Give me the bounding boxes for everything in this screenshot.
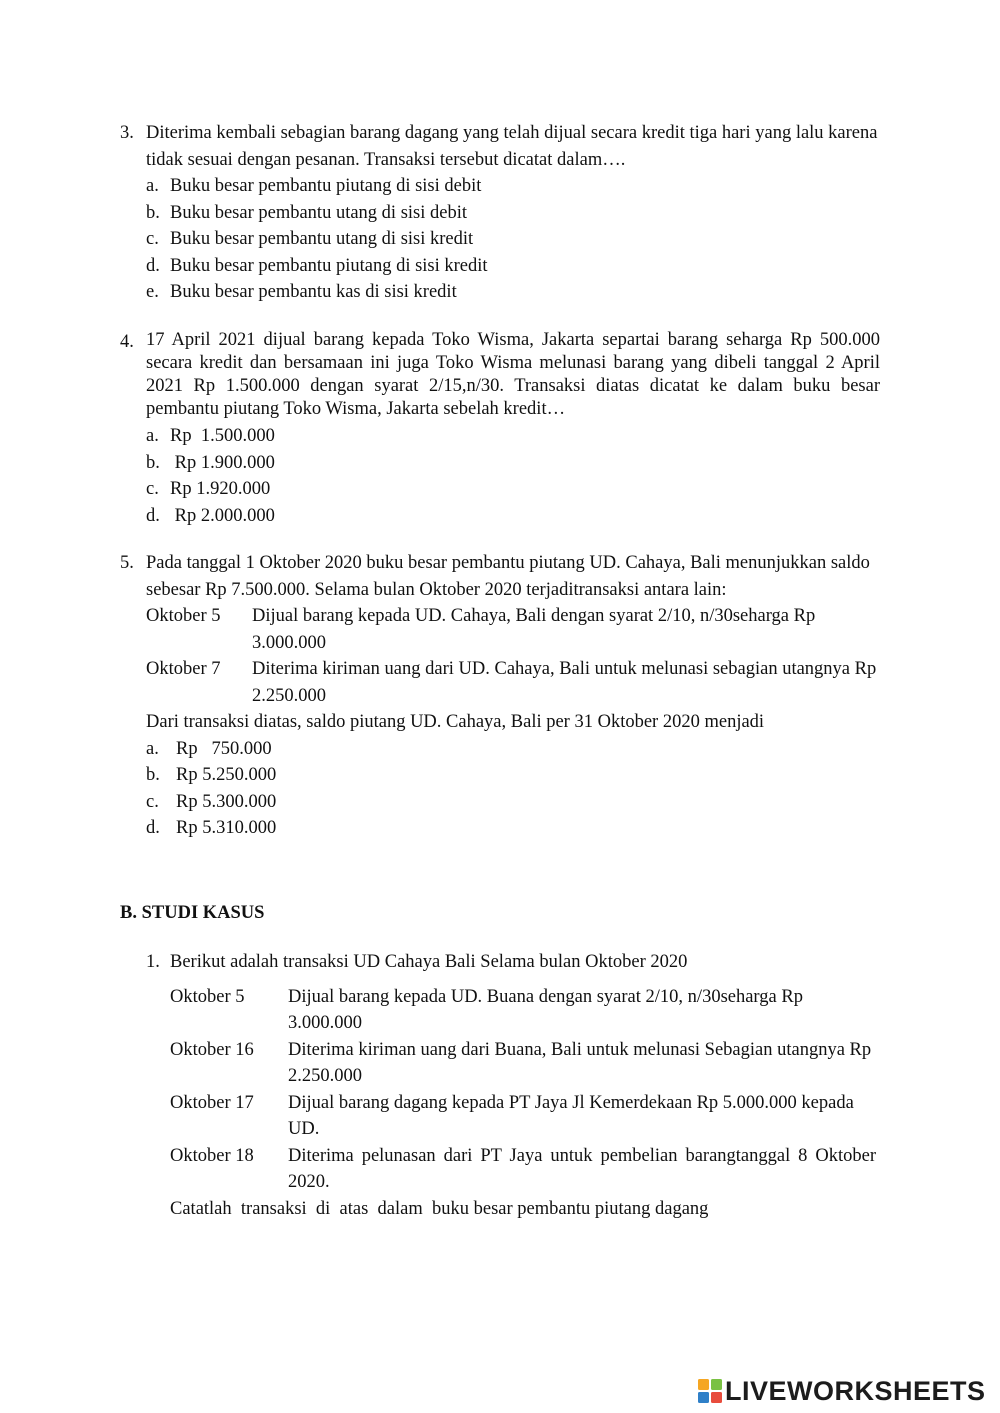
option-a[interactable]: a. Rp 750.000 (146, 738, 272, 759)
question-prompt: Dari transaksi diatas, saldo piutang UD. Cahaya, Bali per 31 Oktober 2020 menjadi (146, 712, 765, 732)
option-b[interactable]: b. Rp 1.900.000 (146, 452, 275, 473)
question-text: Pada tanggal 1 Oktober 2020 buku besar pembantu piutang UD. Cahaya, Bali menunjukkan saldo sebesar Rp 7.500.000. Selama bulan Oktober 2020 terjaditransaksi antara lain: (146, 553, 870, 600)
question-number: 3. (120, 123, 134, 143)
logo-square-2 (711, 1379, 722, 1390)
logo-square-1 (698, 1379, 709, 1390)
option-a[interactable]: a. Buku besar pembantu piutang di sisi debit (146, 176, 482, 196)
transaction-row: Oktober 5 Dijual barang kepada UD. Buana dengan syarat 2/10, n/30seharga Rp 3.000.000 (170, 986, 803, 1033)
case-instruction: Catatlah transaksi di atas dalam buku besar pembantu piutang dagang (170, 1198, 709, 1219)
transaction-list (146, 603, 880, 736)
option-c[interactable]: c. Buku besar pembantu utang di sisi kredit (146, 229, 474, 249)
question-5 (120, 550, 880, 842)
question-text: 17 April 2021 dijual barang kepada Toko Wisma, Jakarta separtai barang seharga Rp 500.000 secara kredit dan bersamaan ini juga Toko Wisma melunasi barang yang dibeli tanggal 2 April 2021 Rp 1.500.000 dengan syarat 2/15,n/30. Transaksi diatas dicatat ke dalam buku besar pembantu piutang Toko Wisma, Jakarta sebelah kredit… (146, 330, 880, 419)
option-d[interactable]: d. Buku besar pembantu piutang di sisi kredit (146, 255, 488, 276)
case-number: 1. (146, 952, 160, 972)
transaction-row: Oktober 18 Diterima pelunasan dari PT Jaya untuk pembelian barangtanggal 8 Oktober 2020. (170, 1145, 876, 1192)
option-b[interactable]: b. Buku besar pembantu utang di sisi debit (146, 202, 467, 223)
logo-square-4 (711, 1392, 722, 1403)
option-b[interactable]: b. Rp 5.250.000 (146, 765, 277, 785)
option-d[interactable]: d. Rp 2.000.000 (146, 505, 275, 526)
option-c[interactable]: c. Rp 5.300.000 (146, 791, 277, 812)
option-a[interactable]: a. Rp 1.500.000 (146, 426, 275, 446)
option-list (146, 423, 880, 529)
logo-text: LIVEWORKSHEETS (725, 1376, 986, 1406)
option-c[interactable]: c. Rp 1.920.000 (146, 479, 271, 499)
liveworksheets-logo-icon (698, 1379, 722, 1403)
question-3 (120, 120, 880, 306)
option-e[interactable]: e. Buku besar pembantu kas di sisi kredit (146, 282, 457, 302)
transaction-list (170, 984, 876, 1223)
question-number: 4. (120, 332, 134, 352)
logo-square-3 (698, 1392, 709, 1403)
section-heading: B. STUDI KASUS (120, 903, 265, 923)
option-list (146, 173, 880, 306)
liveworksheets-logo[interactable] (698, 1378, 986, 1405)
transaction-row: Oktober 17 Dijual barang dagang kepada PT Jaya Jl Kemerdekaan Rp 5.000.000 kepada UD. (170, 1092, 854, 1139)
option-list (146, 736, 880, 842)
case-text: Berikut adalah transaksi UD Cahaya Bali Selama bulan Oktober 2020 (170, 952, 688, 972)
transaction-row: Oktober 7 Diterima kiriman uang dari UD. Cahaya, Bali untuk melunasi sebagian utangnya Rp 2.250.000 (146, 659, 877, 706)
transaction-row: Oktober 5 Dijual barang kepada UD. Cahaya, Bali dengan syarat 2/10, n/30seharga Rp 3.000.000 (146, 606, 816, 653)
case-study-1 (146, 949, 876, 1222)
question-4 (120, 329, 880, 529)
question-number: 5. (120, 553, 134, 573)
option-d[interactable]: d. Rp 5.310.000 (146, 818, 277, 838)
question-text: Diterima kembali sebagian barang dagang yang telah dijual secara kredit tiga hari yang lalu karena tidak sesuai dengan pesanan. Transaksi tersebut dicatat dalam…. (146, 123, 878, 170)
transaction-row: Oktober 16 Diterima kiriman uang dari Buana, Bali untuk melunasi Sebagian utangnya Rp 2.250.000 (170, 1039, 872, 1086)
